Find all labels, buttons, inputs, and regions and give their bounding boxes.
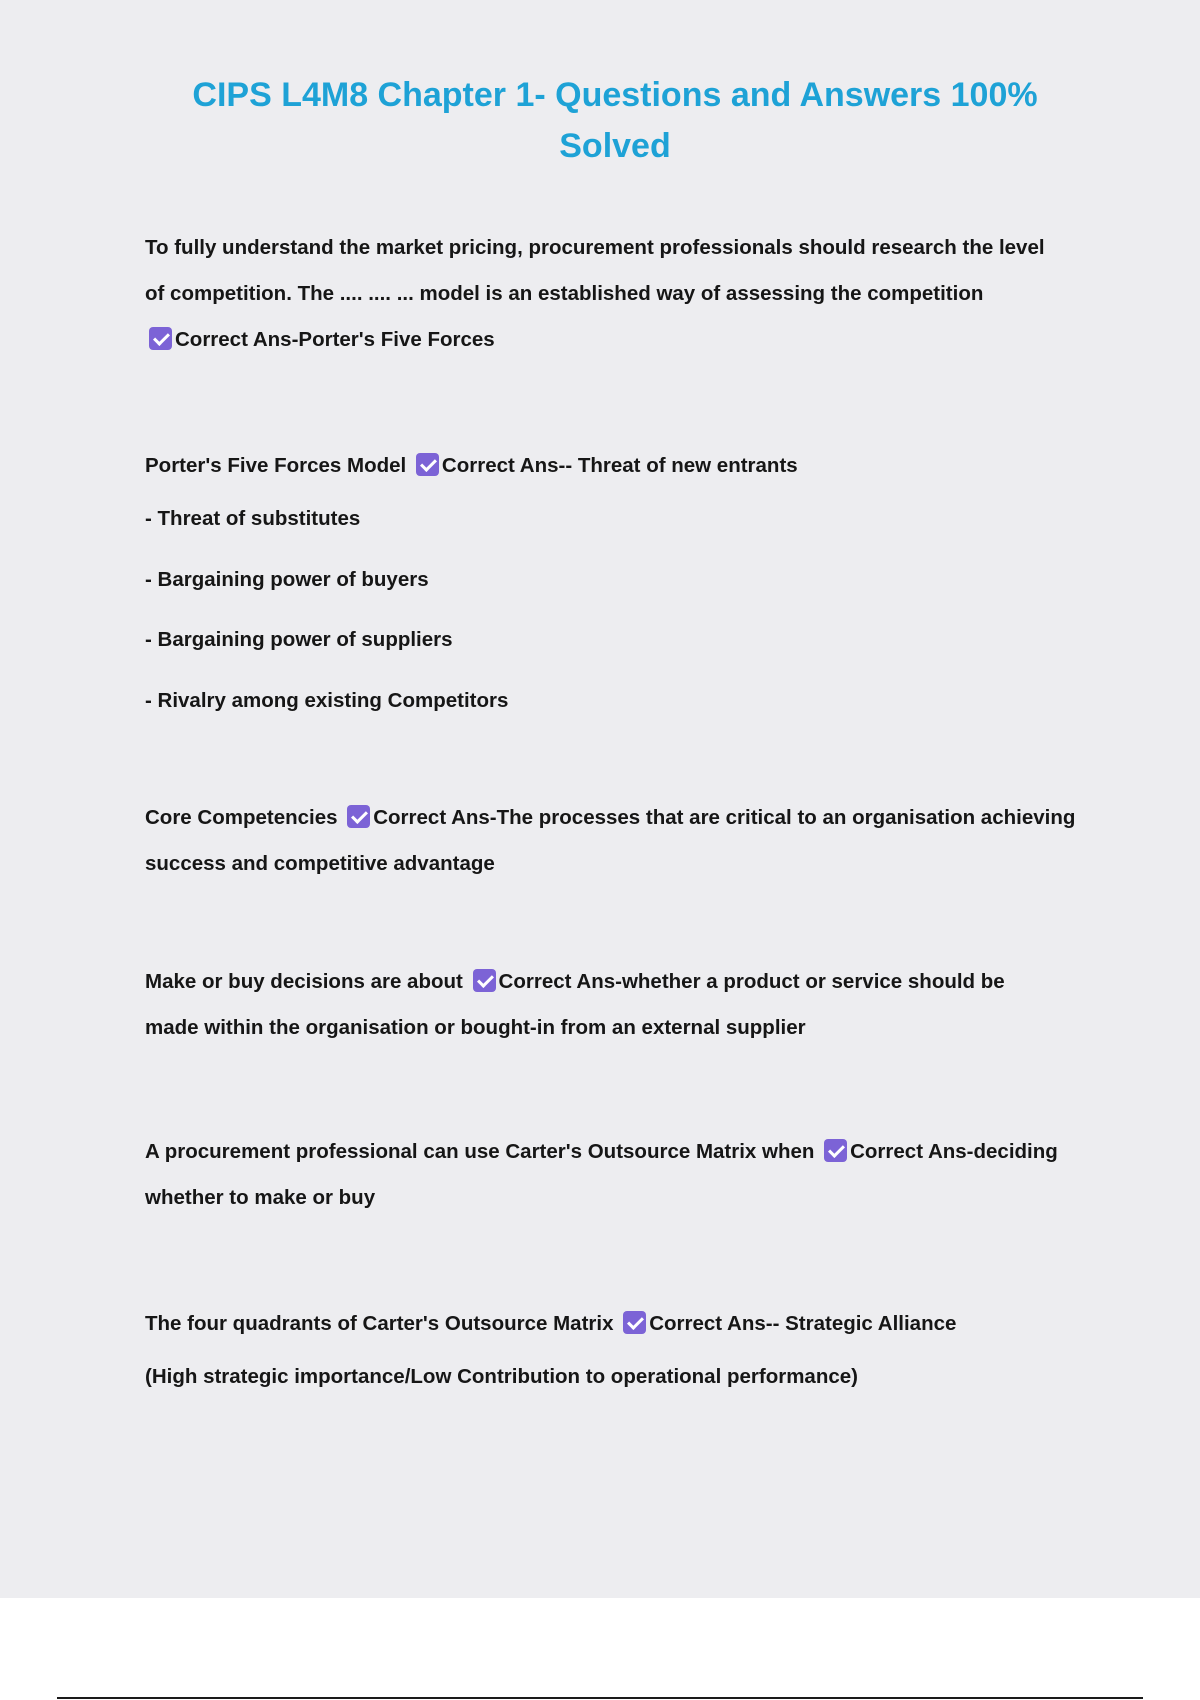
document-title: CIPS L4M8 Chapter 1- Questions and Answers 100% Solved — [192, 76, 1038, 165]
answer-text: Correct Ans-whether a product or service should be — [498, 970, 1005, 993]
answer-line — [145, 317, 1095, 363]
question-answer-line — [145, 795, 1095, 841]
qa-item-2 — [145, 443, 1095, 731]
question-answer-line — [145, 1129, 1095, 1175]
qa-item-5 — [145, 1129, 1095, 1221]
question-text: Make or buy decisions are about — [145, 970, 463, 993]
qa-item-6 — [145, 1301, 1095, 1408]
list-item: - Bargaining power of suppliers — [145, 628, 453, 651]
checkbox-checked-icon — [416, 453, 439, 476]
checkbox-checked-icon — [347, 805, 370, 828]
question-text: The four quadrants of Carter's Outsource Matrix — [145, 1312, 614, 1335]
list-item: - Rivalry among existing Competitors — [145, 688, 509, 712]
qa-content — [145, 225, 1095, 1408]
question-text: Core Competencies — [145, 806, 338, 829]
answer-text: made within the organisation or bought-in from an external supplier — [145, 1016, 806, 1039]
checkbox-checked-icon — [149, 327, 172, 350]
answer-text: (High strategic importance/Low Contribution to operational performance) — [145, 1365, 858, 1388]
checkbox-checked-icon — [473, 969, 496, 992]
checkbox-checked-icon — [824, 1139, 847, 1162]
question-answer-line — [145, 443, 1095, 489]
answer-text: success and competitive advantage — [145, 852, 495, 875]
answer-text: Correct Ans-deciding — [850, 1140, 1058, 1163]
question-text: To fully understand the market pricing, procurement professionals should research the level — [145, 236, 1045, 259]
question-text: of competition. The .... .... ... model is an established way of assessing the competition — [145, 282, 984, 305]
list-item: - Bargaining power of buyers — [145, 567, 429, 591]
question-answer-line — [145, 959, 1095, 1005]
answer-text: Correct Ans-- Threat of new entrants — [441, 454, 798, 477]
answer-text: Correct Ans-- Strategic Alliance — [649, 1312, 957, 1335]
footer-divider — [57, 1697, 1143, 1699]
list-item: - Threat of substitutes — [145, 507, 361, 530]
answer-text: whether to make or buy — [145, 1186, 376, 1209]
answer-text: Correct Ans-The processes that are critical to an organisation achieving — [373, 806, 1076, 829]
qa-item-4 — [145, 959, 1095, 1051]
question-answer-line — [145, 1301, 1095, 1347]
question-text: A procurement professional can use Carter's Outsource Matrix when — [145, 1140, 815, 1163]
question-text: Porter's Five Forces Model — [145, 454, 407, 477]
answer-text: Correct Ans-Porter's Five Forces — [175, 328, 495, 351]
qa-item-3 — [145, 795, 1095, 887]
checkbox-checked-icon — [623, 1311, 646, 1334]
qa-item-1 — [145, 225, 1095, 363]
